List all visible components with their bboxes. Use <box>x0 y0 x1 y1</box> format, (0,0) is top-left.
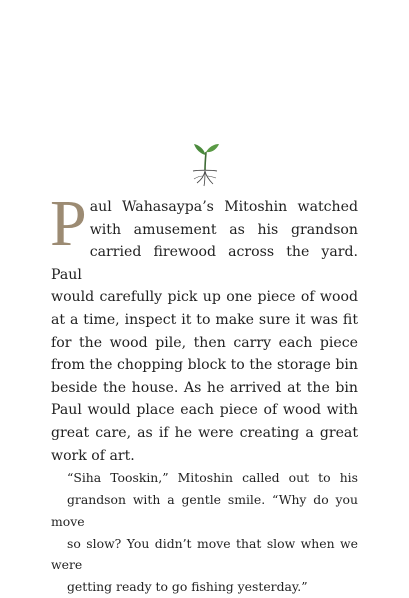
text-line: at a time, inspect it to make sure it was fit <box>51 311 358 328</box>
text-line: “Siha Tooskin,” Mitoshin called out to his <box>67 470 358 486</box>
text-line: getting ready to go fishing yesterday.” <box>67 579 308 595</box>
text-line: from the chopping block to the storage bin <box>51 357 358 374</box>
sprout-icon <box>188 140 222 188</box>
text-line: great care, as if he were creating a great <box>51 424 358 441</box>
text-line: aul Wahasaypa’s Mitoshin watched <box>89 199 358 215</box>
text-line: for the wood pile, then carry each piece <box>51 334 358 351</box>
text-line: with amusement as his grandson <box>89 221 358 238</box>
paragraph-1 <box>50 187 358 467</box>
text-line: Paul would place each piece of wood with <box>51 402 358 419</box>
text-line: grandson with a gentle smile. “Why do you move <box>51 491 358 529</box>
text-line: would carefully pick up one piece of wood <box>51 289 358 306</box>
text-line: work of art. <box>51 447 135 464</box>
text-line: carried firewood across the yard. Paul <box>51 244 358 283</box>
story-text <box>50 187 358 598</box>
drop-cap-letter: P <box>50 187 87 260</box>
paragraph-2 <box>51 467 358 598</box>
text-line: so slow? You didn’t move that slow when we were <box>51 535 358 573</box>
text-line: beside the house. As he arrived at the bin <box>51 379 358 396</box>
